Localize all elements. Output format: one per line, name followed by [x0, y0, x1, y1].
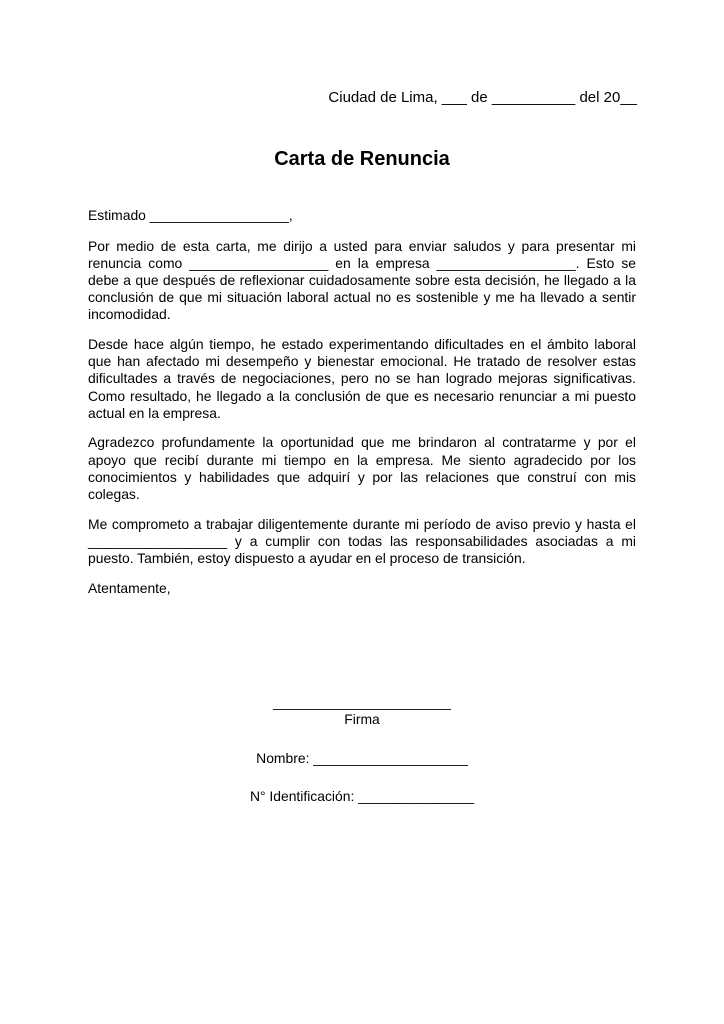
closing: Atentamente,: [88, 579, 171, 596]
paragraph-3: Agradezco profundamente la oportunidad que me brindaron al contratarme y por el apoyo que recibí durante mi tiempo en la empresa. Me siento agradecido por los conocimientos y habilidades que adquirí y por las relaciones que construí con mis colegas.: [88, 434, 640, 503]
letter-body: [88, 207, 640, 610]
signature-line: _______________________: [273, 694, 451, 710]
letter-title: Carta de Renuncia: [274, 148, 450, 170]
paragraph-2: Desde hace algún tiempo, he estado experimentando dificultades en el ámbito laboral que han afectado mi desempeño y bienestar emocional. He tratado de resolver estas dificultades a través de negociaciones, pero no se han logrado mejoras significativas. Como resultado, he llegado a la conclusión de que es necesario renunciar a mi puesto actual en la empresa.: [88, 336, 640, 421]
id-field: N° Identificación: _______________: [249, 788, 475, 804]
date-line: Ciudad de Lima, ___ de __________ del 20__: [328, 89, 637, 106]
name-field: Nombre: ____________________: [256, 750, 468, 766]
signature-block: [0, 694, 724, 805]
greeting: Estimado __________________,: [88, 207, 293, 223]
paragraph-4: Me comprometo a trabajar diligentemente durante mi período de aviso previo y hasta el __________________ y a cumplir con todas las responsabilidades asociadas a mi puesto. También, estoy dispuesto a ayudar en el proceso de transición.: [88, 515, 640, 567]
signature-label: Firma: [344, 711, 380, 727]
paragraph-1: Por medio de esta carta, me dirijo a usted para enviar saludos y para presentar mi renuncia como __________________ en la empresa __________________. Esto se debe a que después de reflexionar cuidadosamente sobre esta decisión, he llegado a la conclusión de que mi situación laboral actual no es sostenible y me ha llevado a sentir incomodidad.: [88, 237, 640, 323]
